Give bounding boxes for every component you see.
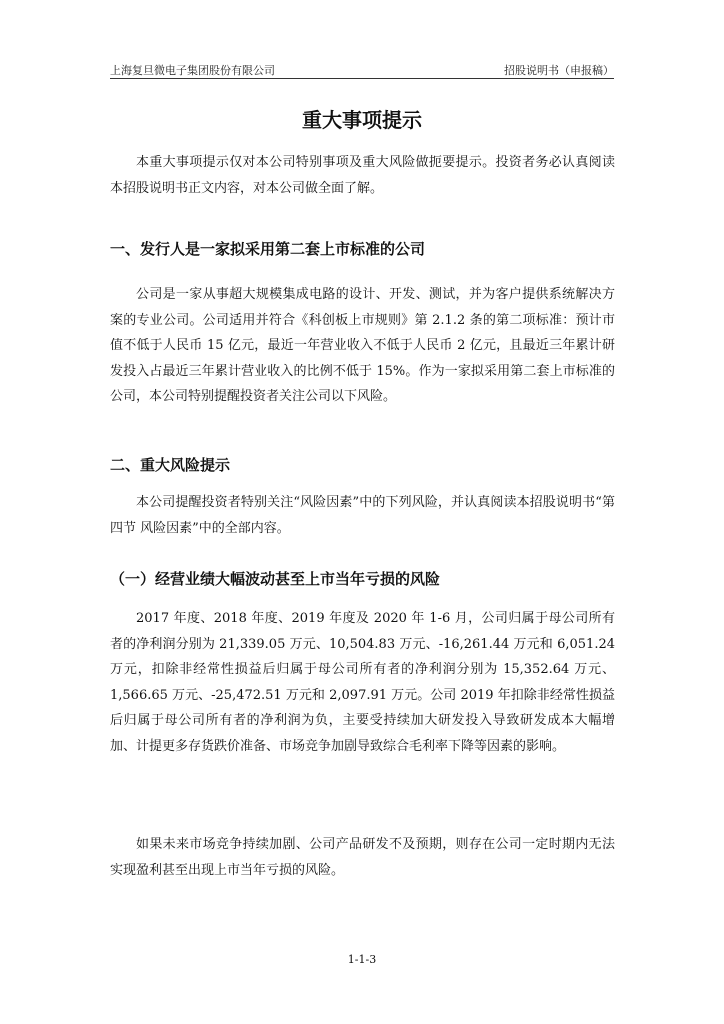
section2-paragraph: 本公司提醒投资者特别关注“风险因素”中的下列风险，并认真阅读本招股说明书“第四节 风险因素”中的全部内容。 xyxy=(110,495,615,536)
header-doc-type: 招股说明书（申报稿） xyxy=(504,64,614,77)
intro-paragraph: 本重大事项提示仅对本公司特别事项及重大风险做扼要提示。投资者务必认真阅读本招股说明书正文内容，对本公司做全面了解。 xyxy=(110,155,615,196)
page-header xyxy=(110,58,614,78)
subsection1-paragraph-1: 2017 年度、2018 年度、2019 年度及 2020 年 1-6 月，公司归属于母公司所有者的净利润分别为 21,339.05 万元、10,504.83 万元、-16,261.44 万元和 6,051.24 万元，扣除非经常性损益后归属于母公司所有者的净利润分别为 15,352.64 万元、1,566.65 万元、-25,472.51 万元和 2,097.91 万元。公司 2019 年扣除非经常性损益后归属于母公司所有者的净利润为负，主要受持续加大研发投入导致研发成本大幅增加、计提更多存货跌价准备、市场竞争加剧导致综合毛利率下降等因素的影响。 xyxy=(110,611,615,754)
section1-paragraph: 公司是一家从事超大规模集成电路的设计、开发、测试，并为客户提供系统解决方案的专业公司。公司适用并符合《科创板上市规则》第 2.1.2 条的第二项标准：预计市值不低于人民币 15 亿元，最近一年营业收入不低于人民币 2 亿元，且最近三年累计研发投入占最近三年累计营业收入的比例不低于 15%。作为一家拟采用第二套上市标准的公司，本公司特别提醒投资者关注公司以下风险。 xyxy=(110,287,615,404)
page-number: 1-1-3 xyxy=(347,953,377,966)
section1-heading: 一、发行人是一家拟采用第二套上市标准的公司 xyxy=(110,240,426,258)
header-divider xyxy=(110,78,614,79)
subsection1-heading: （一）经营业绩大幅波动甚至上市当年亏损的风险 xyxy=(110,570,441,588)
page-title: 重大事项提示 xyxy=(302,108,422,132)
section2-heading: 二、重大风险提示 xyxy=(110,456,231,474)
subsection1-paragraph-2: 如果未来市场竞争持续加剧、公司产品研发不及预期，则存在公司一定时期内无法实现盈利甚至出现上市当年亏损的风险。 xyxy=(110,837,615,878)
header-company: 上海复旦微电子集团股份有限公司 xyxy=(110,64,275,77)
